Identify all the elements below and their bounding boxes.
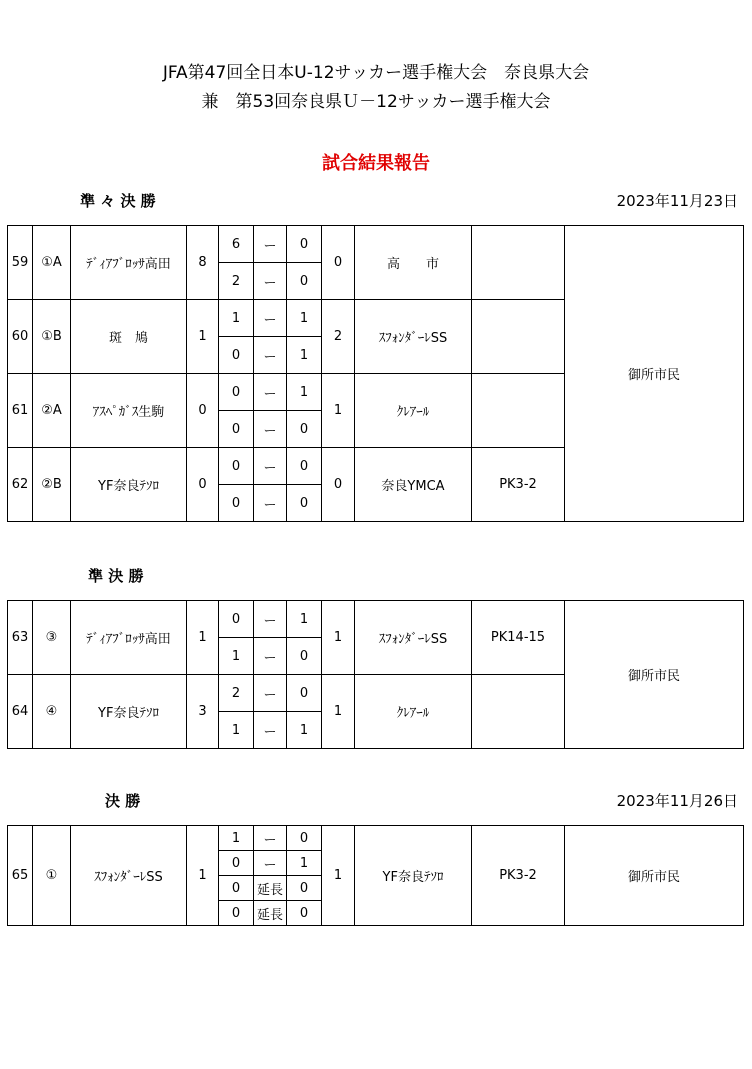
quarterfinal-results-table <box>7 225 744 522</box>
period-home-score: 0 <box>219 851 254 876</box>
period-home-score: 0 <box>219 448 254 485</box>
period-home-score: 1 <box>219 638 254 675</box>
pk-note <box>472 300 565 374</box>
period-away-score: 0 <box>287 411 322 448</box>
away-score: 2 <box>322 300 355 374</box>
home-team: ｽﾌｫﾝﾀﾞｰﾚSS <box>71 826 187 926</box>
period-separator: 延長 <box>254 901 287 926</box>
pk-note <box>472 675 565 749</box>
report-title: 試合結果報告 <box>322 153 430 174</box>
period-separator: ー <box>254 638 287 675</box>
away-score: 0 <box>322 448 355 522</box>
final-results-table <box>7 825 744 926</box>
pk-note: PK3-2 <box>472 826 565 926</box>
away-score: 1 <box>322 826 355 926</box>
away-score: 1 <box>322 675 355 749</box>
away-team: 奈良YMCA <box>355 448 472 522</box>
pk-note: PK3-2 <box>472 448 565 522</box>
home-score: 3 <box>187 675 219 749</box>
period-separator: ー <box>254 337 287 374</box>
period-separator: ー <box>254 411 287 448</box>
period-home-score: 2 <box>219 675 254 712</box>
period-away-score: 0 <box>287 448 322 485</box>
away-score: 0 <box>322 226 355 300</box>
away-team: ｽﾌｫﾝﾀﾞｰﾚSS <box>355 601 472 675</box>
home-score: 1 <box>187 601 219 675</box>
semifinal-results-table <box>7 600 744 749</box>
home-team: ｱｽﾍﾟｶﾞｽ生駒 <box>71 374 187 448</box>
quarterfinal-date: 2023年11月23日 <box>616 192 738 210</box>
match-number: 64 <box>8 675 33 749</box>
home-team: YF奈良ﾃｿﾛ <box>71 675 187 749</box>
bracket-slot: ②A <box>33 374 71 448</box>
bracket-slot: ① <box>33 826 71 926</box>
home-score: 1 <box>187 826 219 926</box>
period-home-score: 0 <box>219 411 254 448</box>
period-separator: ー <box>254 601 287 638</box>
period-away-score: 0 <box>287 263 322 300</box>
home-score: 0 <box>187 374 219 448</box>
period-away-score: 1 <box>287 374 322 411</box>
period-separator: ー <box>254 300 287 337</box>
home-score: 0 <box>187 448 219 522</box>
period-home-score: 1 <box>219 826 254 851</box>
venue: 御所市民 <box>565 601 744 749</box>
away-score: 1 <box>322 601 355 675</box>
period-row <box>8 601 744 638</box>
period-separator: 延長 <box>254 876 287 901</box>
period-home-score: 0 <box>219 374 254 411</box>
tournament-title-line1: JFA第47回全日本U-12サッカー選手権大会 奈良県大会 <box>162 63 590 83</box>
away-score: 1 <box>322 374 355 448</box>
venue: 御所市民 <box>565 226 744 522</box>
match-number: 60 <box>8 300 33 374</box>
match-number: 65 <box>8 826 33 926</box>
match-number: 63 <box>8 601 33 675</box>
away-team: ｸﾚｱｰﾙ <box>355 374 472 448</box>
period-away-score: 0 <box>287 675 322 712</box>
match-number: 61 <box>8 374 33 448</box>
period-separator: ー <box>254 448 287 485</box>
pk-note <box>472 374 565 448</box>
quarterfinal-label: 準 々 決 勝 <box>80 192 156 210</box>
period-home-score: 0 <box>219 901 254 926</box>
period-home-score: 2 <box>219 263 254 300</box>
home-score: 1 <box>187 300 219 374</box>
home-team: ﾃﾞｨｱﾌﾞﾛｯｻ高田 <box>71 226 187 300</box>
home-score: 8 <box>187 226 219 300</box>
home-team: ﾃﾞｨｱﾌﾞﾛｯｻ高田 <box>71 601 187 675</box>
period-separator: ー <box>254 226 287 263</box>
period-away-score: 1 <box>287 712 322 749</box>
away-team: YF奈良ﾃｿﾛ <box>355 826 472 926</box>
period-home-score: 0 <box>219 337 254 374</box>
bracket-slot: ①B <box>33 300 71 374</box>
pk-note <box>472 226 565 300</box>
period-row <box>8 826 744 851</box>
bracket-slot: ③ <box>33 601 71 675</box>
period-separator: ー <box>254 712 287 749</box>
period-row <box>8 226 744 263</box>
period-home-score: 6 <box>219 226 254 263</box>
period-separator: ー <box>254 675 287 712</box>
period-away-score: 0 <box>287 901 322 926</box>
venue: 御所市民 <box>565 826 744 926</box>
period-separator: ー <box>254 374 287 411</box>
home-team: YF奈良ﾃｿﾛ <box>71 448 187 522</box>
period-away-score: 1 <box>287 851 322 876</box>
period-separator: ー <box>254 826 287 851</box>
away-team: ｸﾚｱｰﾙ <box>355 675 472 749</box>
away-team: 高 市 <box>355 226 472 300</box>
period-away-score: 0 <box>287 226 322 263</box>
period-home-score: 0 <box>219 485 254 522</box>
semifinal-label: 準 決 勝 <box>88 567 144 585</box>
period-away-score: 0 <box>287 485 322 522</box>
period-home-score: 1 <box>219 712 254 749</box>
bracket-slot: ①A <box>33 226 71 300</box>
period-separator: ー <box>254 263 287 300</box>
tournament-title-line2: 兼 第53回奈良県Ｕ－12サッカー選手権大会 <box>201 92 551 112</box>
match-number: 62 <box>8 448 33 522</box>
final-date: 2023年11月26日 <box>616 792 738 810</box>
period-away-score: 0 <box>287 876 322 901</box>
away-team: ｽﾌｫﾝﾀﾞｰﾚSS <box>355 300 472 374</box>
period-separator: ー <box>254 851 287 876</box>
match-number: 59 <box>8 226 33 300</box>
final-label: 決 勝 <box>105 792 141 810</box>
period-away-score: 0 <box>287 826 322 851</box>
period-away-score: 1 <box>287 337 322 374</box>
bracket-slot: ②B <box>33 448 71 522</box>
period-away-score: 0 <box>287 638 322 675</box>
period-away-score: 1 <box>287 601 322 638</box>
period-home-score: 1 <box>219 300 254 337</box>
period-separator: ー <box>254 485 287 522</box>
pk-note: PK14-15 <box>472 601 565 675</box>
period-home-score: 0 <box>219 876 254 901</box>
home-team: 斑 鳩 <box>71 300 187 374</box>
bracket-slot: ④ <box>33 675 71 749</box>
period-home-score: 0 <box>219 601 254 638</box>
period-away-score: 1 <box>287 300 322 337</box>
